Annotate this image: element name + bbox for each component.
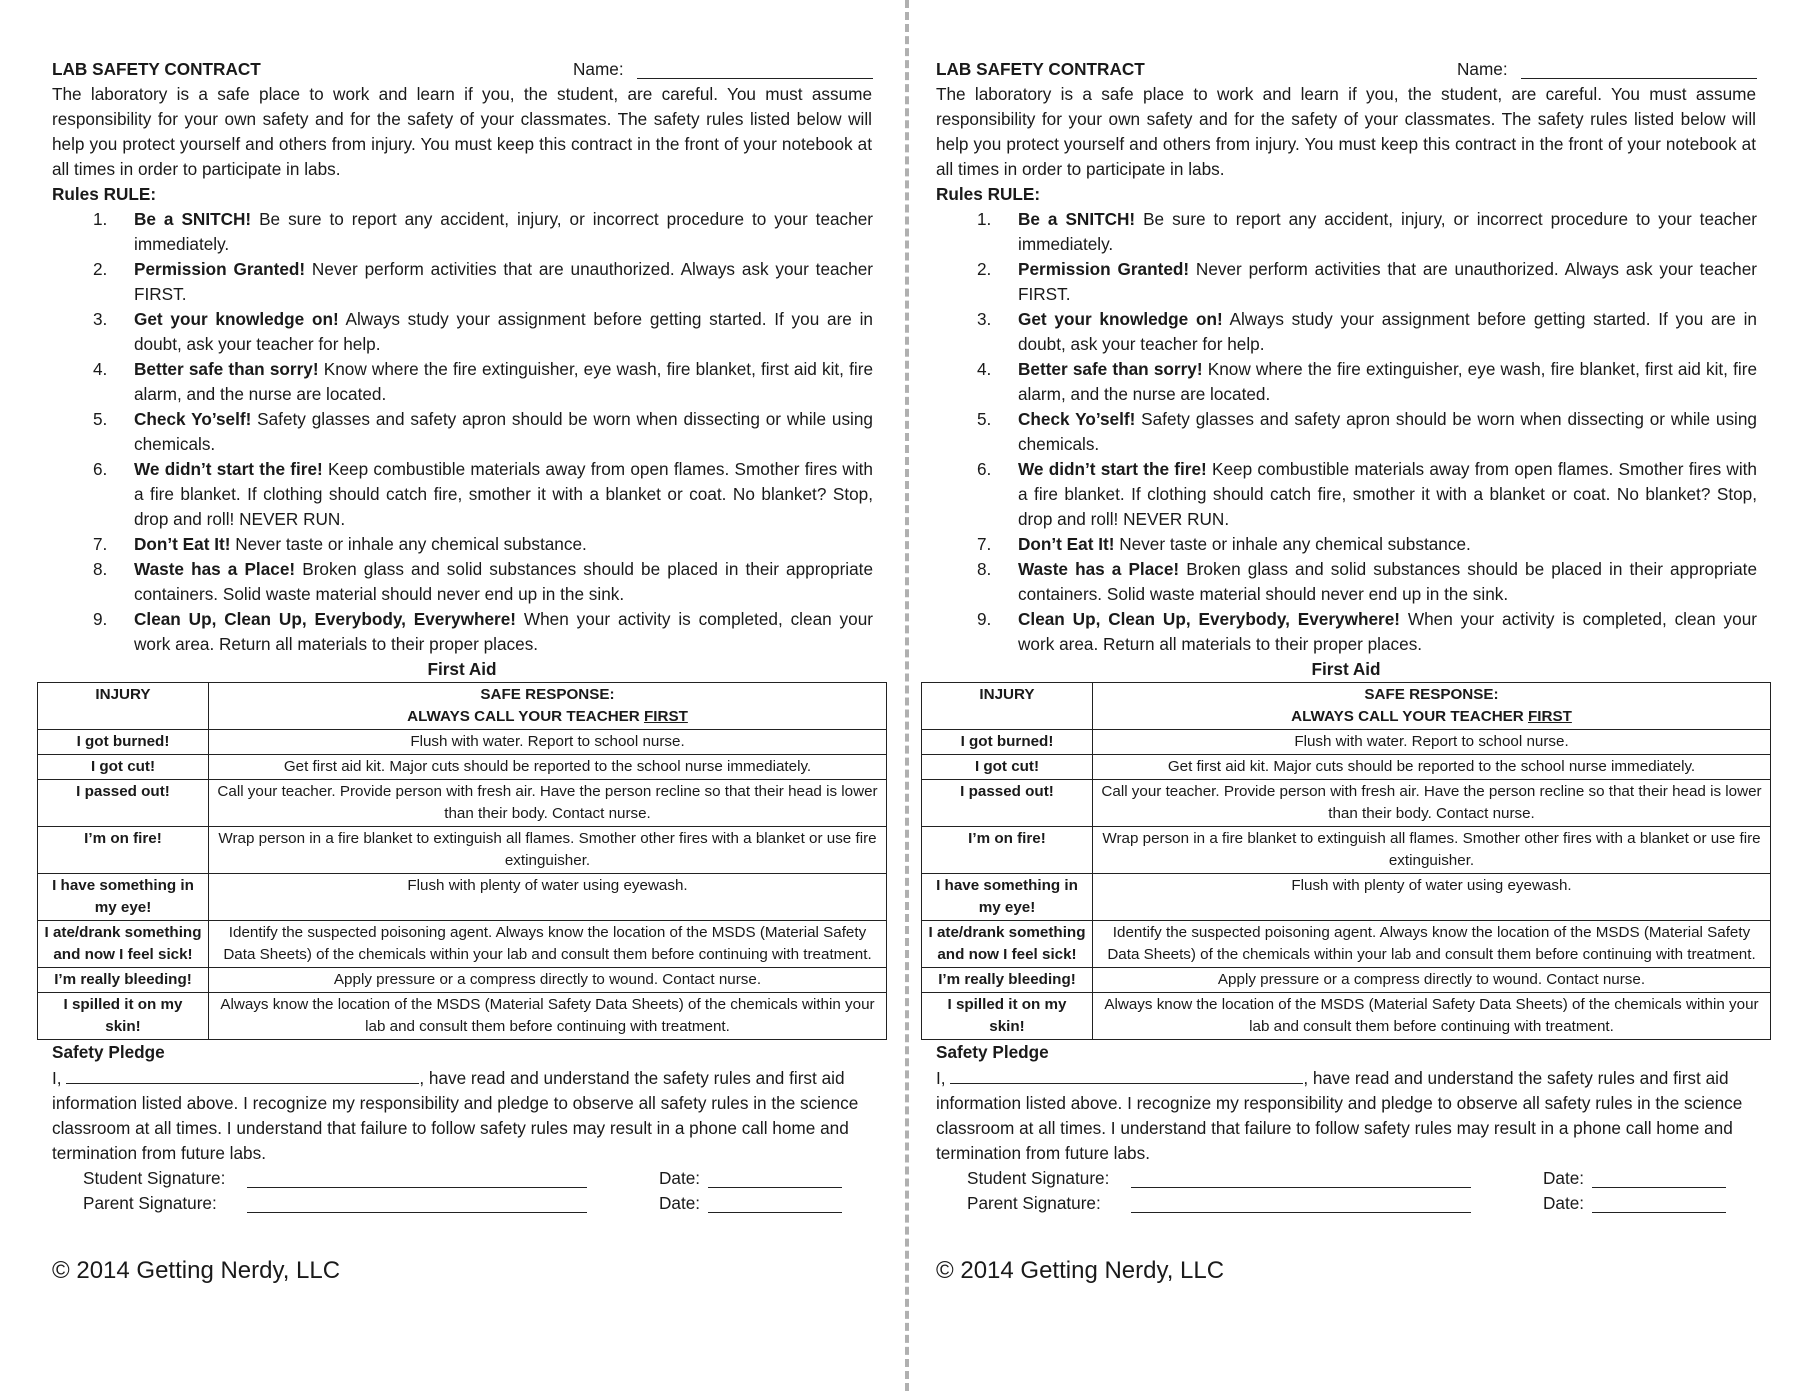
response-cell: Flush with water. Report to school nurse.: [1093, 730, 1771, 755]
rule-title: Get your knowledge on!: [134, 309, 339, 329]
table-row: [38, 827, 887, 874]
injury-column-header: INJURY: [922, 683, 1093, 730]
rule-title: Clean Up, Clean Up, Everybody, Everywhere!: [1018, 609, 1400, 629]
table-row: [922, 780, 1771, 827]
contract-header: [921, 57, 1771, 82]
pledge-prefix: I,: [52, 1068, 67, 1088]
rule-item: [37, 307, 873, 357]
student-date-line: [1592, 1187, 1726, 1188]
response-header-line2: ALWAYS CALL YOUR TEACHER: [1291, 708, 1528, 725]
rule-text: Always study your assignment before getting started. If you are in doubt, ask your teacher for help.: [134, 309, 873, 354]
table-row: [38, 755, 887, 780]
injury-cell: I passed out!: [38, 780, 209, 827]
table-row: [38, 993, 887, 1040]
rule-item: [37, 557, 873, 607]
table-header-row: [38, 683, 887, 730]
contract-copy-left: [37, 57, 887, 1286]
rule-text: Broken glass and solid substances should be placed in their appropriate containers. Solid waste material should never end up in the sink.: [1018, 559, 1758, 604]
table-row: [38, 921, 887, 968]
parent-signature-line: [1131, 1212, 1471, 1213]
rule-title: Waste has a Place!: [134, 559, 296, 579]
parent-signature-row: [921, 1191, 1771, 1216]
rule-number: 7.: [93, 534, 108, 554]
response-cell: Call your teacher. Provide person with fresh air. Have the person recline so that their head is lower than their body. Contact nurse.: [1093, 780, 1771, 827]
rule-item: [921, 307, 1757, 357]
first-aid-table: [921, 682, 1771, 1040]
injury-cell: I spilled it on my skin!: [38, 993, 209, 1040]
parent-signature-label: Parent Signature:: [83, 1193, 217, 1213]
rule-number: 5.: [977, 409, 992, 429]
injury-column-header: INJURY: [38, 683, 209, 730]
response-header-line2: ALWAYS CALL YOUR TEACHER: [407, 708, 644, 725]
response-cell: Wrap person in a fire blanket to extinguish all flames. Smother other fires with a blanket or use fire extinguisher.: [209, 827, 887, 874]
rule-text: Never taste or inhale any chemical substance.: [1114, 534, 1471, 554]
rule-item: [921, 207, 1757, 257]
copyright-notice: © 2014 Getting Nerdy, LLC: [936, 1257, 1225, 1284]
rule-title: We didn’t start the fire!: [1018, 459, 1207, 479]
rules-heading: Rules RULE:: [936, 184, 1041, 204]
parent-date-line: [1592, 1212, 1726, 1213]
rule-text: Know where the fire extinguisher, eye wash, fire blanket, first aid kit, fire alarm, and the nurse are located.: [134, 359, 873, 404]
injury-cell: I have something in my eye!: [38, 874, 209, 921]
contract-header: [37, 57, 887, 82]
rule-text: Be sure to report any accident, injury, or incorrect procedure to your teacher immediately.: [134, 209, 873, 254]
first-aid-title: First Aid: [427, 659, 497, 679]
rule-text: Safety glasses and safety apron should be worn when dissecting or while using chemicals.: [134, 409, 873, 454]
rule-text: Safety glasses and safety apron should be worn when dissecting or while using chemicals.: [1018, 409, 1757, 454]
table-row: [922, 755, 1771, 780]
rule-text: Be sure to report any accident, injury, or incorrect procedure to your teacher immediately.: [1018, 209, 1757, 254]
injury-cell: I got cut!: [922, 755, 1093, 780]
rule-title: Permission Granted!: [134, 259, 306, 279]
response-cell: Always know the location of the MSDS (Material Safety Data Sheets) of the chemicals within your lab and consult them before continuing with treatment.: [209, 993, 887, 1040]
injury-cell: I spilled it on my skin!: [922, 993, 1093, 1040]
rule-text: Broken glass and solid substances should be placed in their appropriate containers. Solid waste material should never end up in the sink.: [134, 559, 874, 604]
table-row: [922, 827, 1771, 874]
table-row: [38, 968, 887, 993]
response-cell: Get first aid kit. Major cuts should be reported to the school nurse immediately.: [209, 755, 887, 780]
parent-date-label: Date:: [659, 1193, 701, 1213]
pledge-name-blank: [950, 1065, 1303, 1084]
rule-item: [921, 457, 1757, 532]
rule-item: [921, 407, 1757, 457]
name-blank-line: [1521, 78, 1757, 79]
rules-heading: Rules RULE:: [52, 184, 157, 204]
response-cell: Always know the location of the MSDS (Material Safety Data Sheets) of the chemicals within your lab and consult them before continuing with treatment.: [1093, 993, 1771, 1040]
student-signature-line: [247, 1187, 587, 1188]
response-cell: Get first aid kit. Major cuts should be reported to the school nurse immediately.: [1093, 755, 1771, 780]
response-header-first: FIRST: [643, 708, 688, 725]
response-cell: Wrap person in a fire blanket to extinguish all flames. Smother other fires with a blanket or use fire extinguisher.: [1093, 827, 1771, 874]
response-cell: Identify the suspected poisoning agent. Always know the location of the MSDS (Material Safety Data Sheets) of the chemicals within your lab and consult them before continuing with treatment.: [1093, 921, 1771, 968]
student-date-label: Date:: [659, 1168, 701, 1188]
student-signature-row: [37, 1166, 887, 1191]
response-header-line1: SAFE RESPONSE:: [480, 686, 615, 703]
rule-title: Check Yo’self!: [134, 409, 252, 429]
parent-signature-label: Parent Signature:: [967, 1193, 1101, 1213]
rule-item: [37, 257, 873, 307]
rule-item: [37, 407, 873, 457]
rule-title: Be a SNITCH!: [1018, 209, 1136, 229]
copyright-notice: © 2014 Getting Nerdy, LLC: [52, 1257, 341, 1284]
table-row: [922, 968, 1771, 993]
student-date-line: [708, 1187, 842, 1188]
rule-item: [921, 557, 1757, 607]
rule-item: [921, 357, 1757, 407]
rule-number: 7.: [977, 534, 992, 554]
response-cell: Flush with water. Report to school nurse.: [209, 730, 887, 755]
rule-number: 6.: [977, 459, 992, 479]
rule-text: Never perform activities that are unauthorized. Always ask your teacher FIRST.: [1018, 259, 1757, 304]
rule-number: 8.: [977, 559, 992, 579]
injury-cell: I’m really bleeding!: [922, 968, 1093, 993]
rules-list: [921, 207, 1771, 657]
injury-cell: I got burned!: [922, 730, 1093, 755]
rule-text: Keep combustible materials away from open flames. Smother fires with a fire blanket. If clothing should catch fire, smother it with a blanket or coat. No blanket? Stop, drop and roll! NEVER RUN.: [134, 459, 873, 529]
response-column-header: [209, 683, 887, 730]
injury-cell: I passed out!: [922, 780, 1093, 827]
rule-item: [921, 257, 1757, 307]
pledge-text: , have read and understand the safety rules and first aid information listed above. I recognize my responsibility and pledge to observe all safety rules in the science classroom at all times. I understand that failure to follow safety rules may result in a phone call home and termination from future labs.: [52, 1068, 859, 1163]
injury-cell: I’m really bleeding!: [38, 968, 209, 993]
rule-number: 2.: [93, 259, 108, 279]
table-header-row: [922, 683, 1771, 730]
student-signature-row: [921, 1166, 1771, 1191]
pledge-text: , have read and understand the safety rules and first aid information listed above. I recognize my responsibility and pledge to observe all safety rules in the science classroom at all times. I understand that failure to follow safety rules may result in a phone call home and termination from future labs.: [936, 1068, 1743, 1163]
rule-text: Know where the fire extinguisher, eye wash, fire blanket, first aid kit, fire alarm, and the nurse are located.: [1018, 359, 1757, 404]
rule-text: When your activity is completed, clean your work area. Return all materials to their proper places.: [1018, 609, 1757, 654]
rule-item: [921, 532, 1757, 557]
pledge-name-blank: [66, 1065, 419, 1084]
rules-list: [37, 207, 887, 657]
parent-signature-line: [247, 1212, 587, 1213]
injury-cell: I got burned!: [38, 730, 209, 755]
response-header-line1: SAFE RESPONSE:: [1364, 686, 1499, 703]
pledge-heading: Safety Pledge: [936, 1042, 1049, 1062]
rule-title: Don’t Eat It!: [134, 534, 231, 554]
injury-cell: I have something in my eye!: [922, 874, 1093, 921]
intro-paragraph: The laboratory is a safe place to work and learn if you, the student, are careful. You must assume responsibility for your own safety and for the safety of your classmates. The safety rules listed below will help you protect yourself and others from injury. You must keep this contract in the front of your notebook at all times in order to participate in labs.: [52, 84, 872, 179]
parent-date-label: Date:: [1543, 1193, 1585, 1213]
rule-item: [37, 207, 873, 257]
rule-number: 4.: [93, 359, 108, 379]
rule-text: Never taste or inhale any chemical substance.: [230, 534, 587, 554]
rule-number: 8.: [93, 559, 108, 579]
response-cell: Call your teacher. Provide person with fresh air. Have the person recline so that their head is lower than their body. Contact nurse.: [209, 780, 887, 827]
table-row: [922, 921, 1771, 968]
injury-cell: I ate/drank something and now I feel sick!: [38, 921, 209, 968]
injury-cell: I’m on fire!: [38, 827, 209, 874]
response-cell: Apply pressure or a compress directly to wound. Contact nurse.: [209, 968, 887, 993]
injury-cell: I got cut!: [38, 755, 209, 780]
contract-title: LAB SAFETY CONTRACT: [52, 59, 261, 79]
contract-copy-right: [921, 57, 1771, 1286]
rule-item: [37, 532, 873, 557]
rule-title: Check Yo’self!: [1018, 409, 1136, 429]
response-cell: Flush with plenty of water using eyewash.: [1093, 874, 1771, 921]
response-cell: Apply pressure or a compress directly to wound. Contact nurse.: [1093, 968, 1771, 993]
rule-title: Don’t Eat It!: [1018, 534, 1115, 554]
rule-item: [37, 607, 873, 657]
rule-title: Permission Granted!: [1018, 259, 1190, 279]
table-row: [922, 993, 1771, 1040]
rule-title: Get your knowledge on!: [1018, 309, 1223, 329]
response-cell: Identify the suspected poisoning agent. Always know the location of the MSDS (Material Safety Data Sheets) of the chemicals within your lab and consult them before continuing with treatment.: [209, 921, 887, 968]
table-row: [38, 780, 887, 827]
student-signature-label: Student Signature:: [967, 1168, 1110, 1188]
injury-cell: I’m on fire!: [922, 827, 1093, 874]
rule-title: Be a SNITCH!: [134, 209, 252, 229]
rule-number: 3.: [977, 309, 992, 329]
rule-title: Clean Up, Clean Up, Everybody, Everywhere!: [134, 609, 516, 629]
table-row: [922, 730, 1771, 755]
intro-paragraph: The laboratory is a safe place to work and learn if you, the student, are careful. You must assume responsibility for your own safety and for the safety of your classmates. The safety rules listed below will help you protect yourself and others from injury. You must keep this contract in the front of your notebook at all times in order to participate in labs.: [936, 84, 1756, 179]
cut-line-divider: [905, 0, 909, 1391]
rule-number: 9.: [977, 609, 992, 629]
rule-title: Better safe than sorry!: [1018, 359, 1203, 379]
rule-title: Waste has a Place!: [1018, 559, 1180, 579]
pledge-paragraph: [936, 1065, 1756, 1166]
rule-number: 9.: [93, 609, 108, 629]
rule-text: When your activity is completed, clean your work area. Return all materials to their proper places.: [134, 609, 873, 654]
table-row: [38, 874, 887, 921]
parent-date-line: [708, 1212, 842, 1213]
name-blank-line: [637, 78, 873, 79]
rule-item: [921, 607, 1757, 657]
rule-text: Always study your assignment before getting started. If you are in doubt, ask your teacher for help.: [1018, 309, 1757, 354]
parent-signature-row: [37, 1191, 887, 1216]
rule-number: 6.: [93, 459, 108, 479]
rule-number: 4.: [977, 359, 992, 379]
rule-number: 3.: [93, 309, 108, 329]
response-column-header: [1093, 683, 1771, 730]
response-cell: Flush with plenty of water using eyewash.: [209, 874, 887, 921]
rule-number: 1.: [977, 209, 992, 229]
contract-title: LAB SAFETY CONTRACT: [936, 59, 1145, 79]
pledge-prefix: I,: [936, 1068, 951, 1088]
rule-number: 1.: [93, 209, 108, 229]
student-date-label: Date:: [1543, 1168, 1585, 1188]
first-aid-table: [37, 682, 887, 1040]
rule-item: [37, 357, 873, 407]
rule-title: Better safe than sorry!: [134, 359, 319, 379]
name-label: Name:: [573, 59, 624, 79]
rule-number: 5.: [93, 409, 108, 429]
table-row: [38, 730, 887, 755]
rule-title: We didn’t start the fire!: [134, 459, 323, 479]
rule-text: Never perform activities that are unauthorized. Always ask your teacher FIRST.: [134, 259, 873, 304]
table-row: [922, 874, 1771, 921]
response-header-first: FIRST: [1527, 708, 1572, 725]
student-signature-label: Student Signature:: [83, 1168, 226, 1188]
student-signature-line: [1131, 1187, 1471, 1188]
rule-text: Keep combustible materials away from open flames. Smother fires with a fire blanket. If clothing should catch fire, smother it with a blanket or coat. No blanket? Stop, drop and roll! NEVER RUN.: [1018, 459, 1757, 529]
pledge-paragraph: [52, 1065, 872, 1166]
rule-item: [37, 457, 873, 532]
pledge-heading: Safety Pledge: [52, 1042, 165, 1062]
rule-number: 2.: [977, 259, 992, 279]
name-label: Name:: [1457, 59, 1508, 79]
injury-cell: I ate/drank something and now I feel sick!: [922, 921, 1093, 968]
first-aid-title: First Aid: [1311, 659, 1381, 679]
